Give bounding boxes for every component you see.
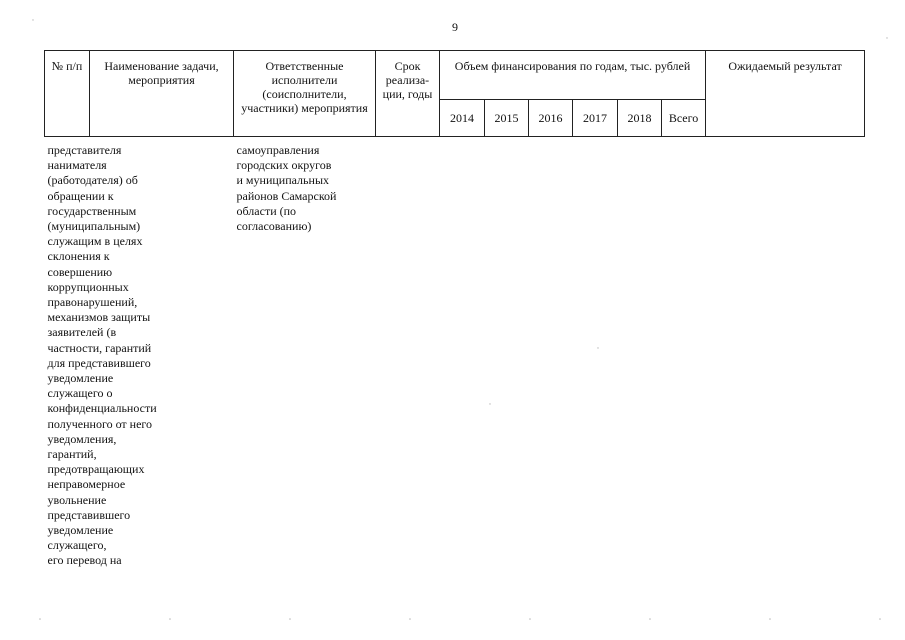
task-name-line: его перевод на (47, 553, 122, 568)
task-name-line: уведомление (47, 523, 114, 538)
task-name-line: служащим в целях (47, 234, 143, 249)
task-name-line: государственным (47, 203, 137, 218)
executors-line: самоуправления (236, 143, 320, 157)
header-expected-result: Ожидаемый результат (706, 51, 865, 137)
header-year-2016: 2016 (529, 100, 573, 137)
executors-line: городских округов (236, 158, 332, 173)
executors-text (237, 143, 373, 234)
task-name-line: конфиденциальности (47, 401, 157, 416)
term-cell (376, 137, 440, 569)
task-name-line: неправомерное (47, 477, 126, 492)
task-name-line: уведомления, (47, 431, 117, 446)
result-cell (706, 137, 865, 569)
header-term: Срок реализа- ции, годы (376, 51, 440, 137)
executors-cell (234, 137, 376, 569)
task-name-line: совершению (47, 264, 113, 279)
task-name-line: уведомление (47, 371, 114, 386)
task-name-line: механизмов защиты (47, 310, 151, 325)
task-name-line: нанимателя (47, 158, 107, 173)
task-name-line: полученного от него (47, 416, 153, 431)
fin-total-cell (662, 137, 706, 569)
header-year-2014: 2014 (440, 100, 485, 137)
header-financing: Объем финансирования по годам, тыс. рублей (440, 51, 706, 100)
table-row (45, 137, 865, 569)
task-name-line: обращении к (47, 188, 114, 203)
task-name-cell (45, 137, 234, 569)
header-year-2015: 2015 (485, 100, 529, 137)
fin-2016-cell (529, 137, 573, 569)
header-task-name: Наименование задачи, мероприятия (90, 51, 234, 137)
executors-line: согласованию) (236, 219, 312, 234)
task-name-line: (работодателя) об (47, 173, 138, 188)
header-year-2017: 2017 (573, 100, 618, 137)
task-name-line: для представившего (47, 355, 151, 370)
fin-2014-cell (440, 137, 485, 569)
task-name-line: заявителей (в (47, 325, 117, 340)
fin-2018-cell (618, 137, 662, 569)
header-year-2018: 2018 (618, 100, 662, 137)
task-name-line: представителя (47, 143, 122, 157)
executors-line: районов Самарской (236, 188, 337, 203)
header-total: Всего (662, 100, 706, 137)
task-name-line: увольнение (47, 492, 107, 507)
page-number: 9 (452, 20, 458, 34)
fin-2017-cell (573, 137, 618, 569)
task-name-text (48, 143, 231, 569)
task-name-line: служащего, (47, 538, 107, 553)
fin-2015-cell (485, 137, 529, 569)
task-name-line: гарантий, (47, 447, 97, 462)
program-table (44, 50, 865, 569)
executors-line: и муниципальных (236, 173, 330, 188)
task-name-line: коррупционных (47, 279, 129, 294)
task-name-line: представившего (47, 507, 131, 522)
executors-line: области (по (236, 203, 297, 218)
task-name-line: правонарушений, (47, 295, 138, 310)
task-name-line: склонения к (47, 249, 110, 264)
header-executors: Ответственные исполнители (соисполнители, участники) мероприятия (234, 51, 376, 137)
task-name-line: служащего о (47, 386, 113, 401)
task-name-line: (муниципальным) (47, 219, 141, 234)
task-name-line: частности, гарантий (47, 340, 152, 355)
task-name-line: предотвращающих (47, 462, 145, 477)
header-number: № п/п (45, 51, 90, 137)
